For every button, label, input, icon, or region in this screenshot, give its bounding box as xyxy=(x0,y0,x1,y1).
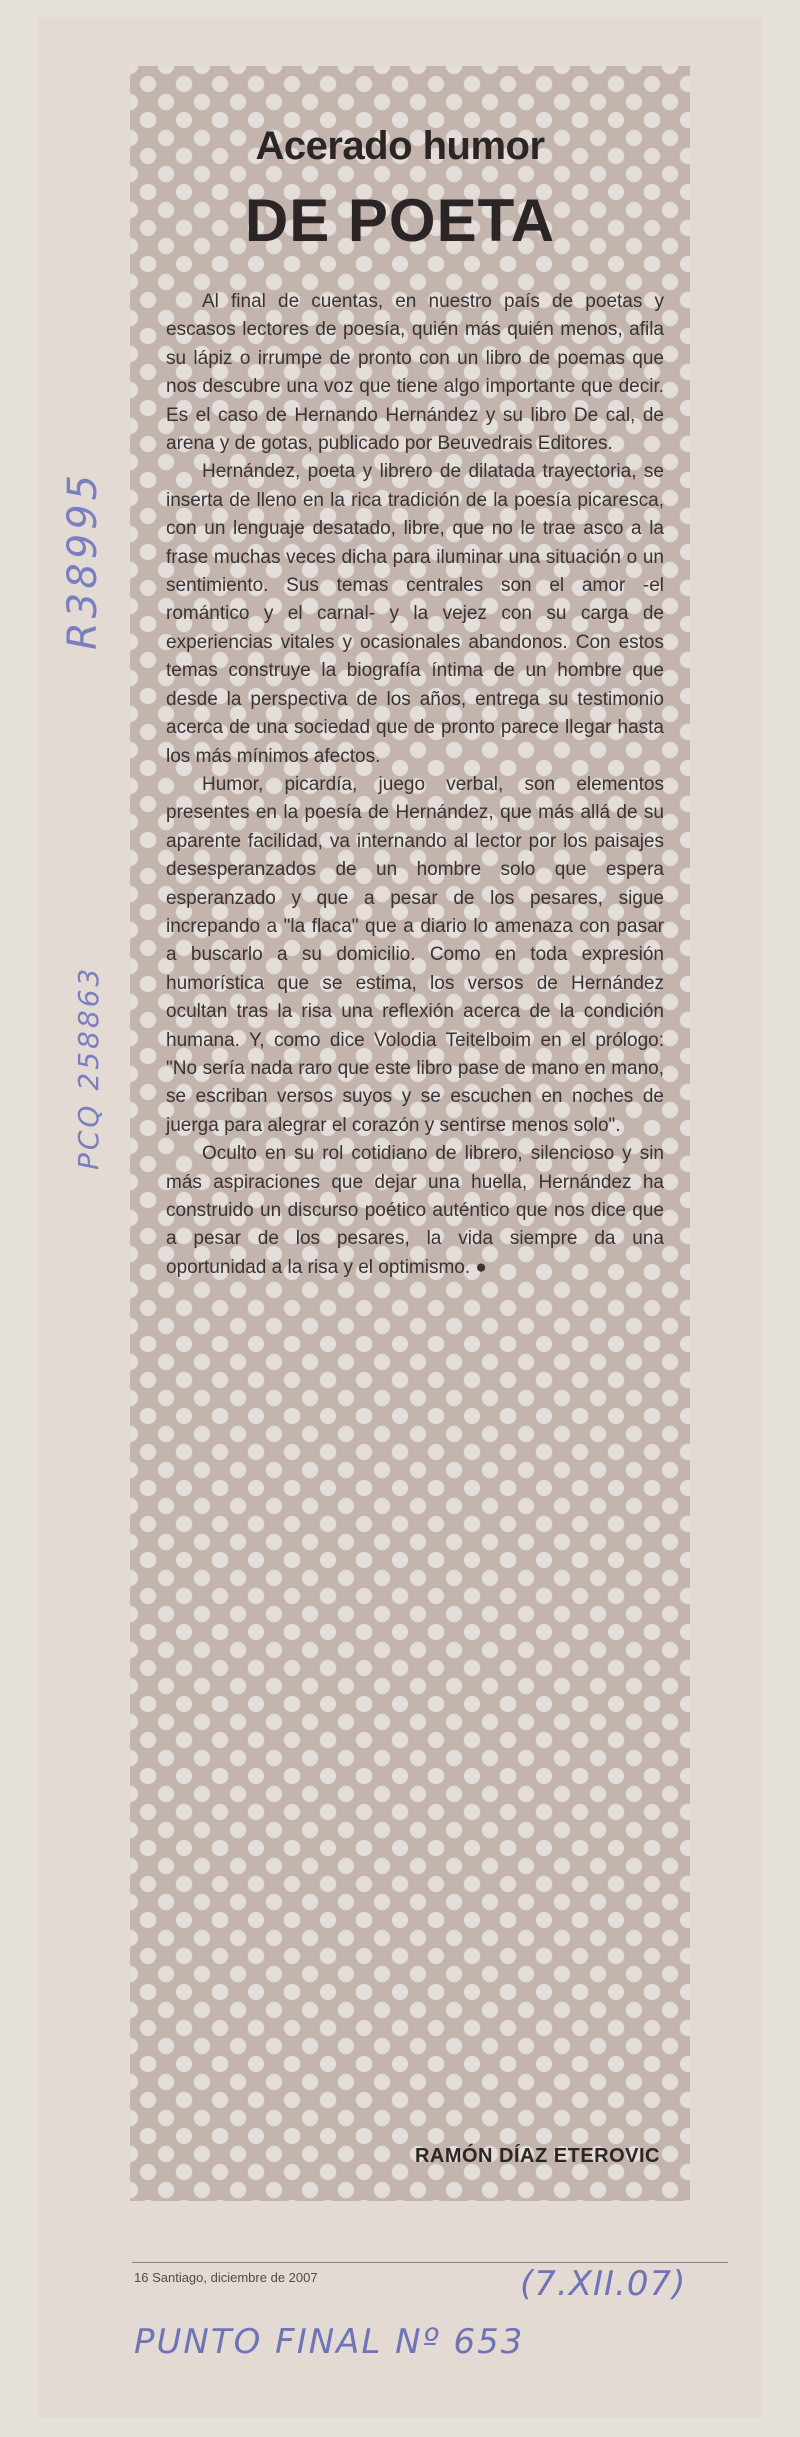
headline-line-2: DE POETA xyxy=(244,187,556,254)
page-footer: 16 Santiago, diciembre de 2007 xyxy=(134,2270,318,2285)
article-paragraph-3: Humor, picardía, juego verbal, son elementos presentes en la poesía de Hernández, que más allá de su aparente facilidad, va internando al lector por los paisajes desesperanzados de un hombre solo que espera esperanzado y que a pesar de los pesares, sigue increpando a "la flaca" que a diario lo amenaza con pasar a buscarlo a su domicilio. Como en toda expresión humorística que se estima, los versos de Hernández ocultan tras la risa una reflexión acerca de la condición humana. Y, como dice Volodia Teitelboim en el prólogo: "No sería nada raro que este libro pase de mano en mano, se escriban versos suyos y se escuchen en noches de juerga para alegrar el corazón y sentirse menos solo". xyxy=(166,773,664,1136)
article-paragraph-1: Al final de cuentas, en nuestro país de poetas y escasos lectores de poesía, quién más quién menos, afila su lápiz o irrumpe de pronto con un libro de poemas que nos descubre una voz que tiene algo importante que decir. Es el caso de Hernando Hernández y su libro De cal, de arena y de gotas, publicado por Beuvedrais Editores. xyxy=(166,291,664,455)
handwritten-publication: PUNTO FINAL Nº 653 xyxy=(134,2322,525,2362)
handwritten-code-mid: PCQ 258863 xyxy=(72,965,105,1170)
handwritten-code-top: R38995 xyxy=(60,470,106,650)
headline-line-1: Acerado humor xyxy=(255,124,545,168)
handwritten-date: (7.XII.07) xyxy=(520,2264,687,2304)
footer-divider xyxy=(132,2262,728,2263)
article-paragraph-4: Oculto en su rol cotidiano de librero, silencioso y sin más aspiraciones que dejar una huella, Hernández ha construido un discurso poético auténtico que nos dice que a pesar de los pesares, la vida siempre da una oportunidad a la risa y el optimismo. ● xyxy=(166,1143,664,1278)
article-author: RAMÓN DÍAZ ETEROVIC xyxy=(414,2145,660,2167)
article-paragraph-2: Hernández, poeta y librero de dilatada trayectoria, se inserta de lleno en la rica tradición de la poesía picaresca, con un lenguaje desatado, libre, que no le trae asco a la frase muchas veces dicha para iluminar una situación o un sentimiento. Sus temas centrales son el amor -el romántico y el carnal- y la vejez con su carga de experiencias vitales y ocasionales abandonos. Con estos temas construye la biografía íntima de un hombre que desde la perspectiva de los años, entrega su testimonio acerca de una sociedad que de pronto parece llegar hasta los más mínimos afectos. xyxy=(166,461,664,767)
article-body xyxy=(166,288,664,1282)
